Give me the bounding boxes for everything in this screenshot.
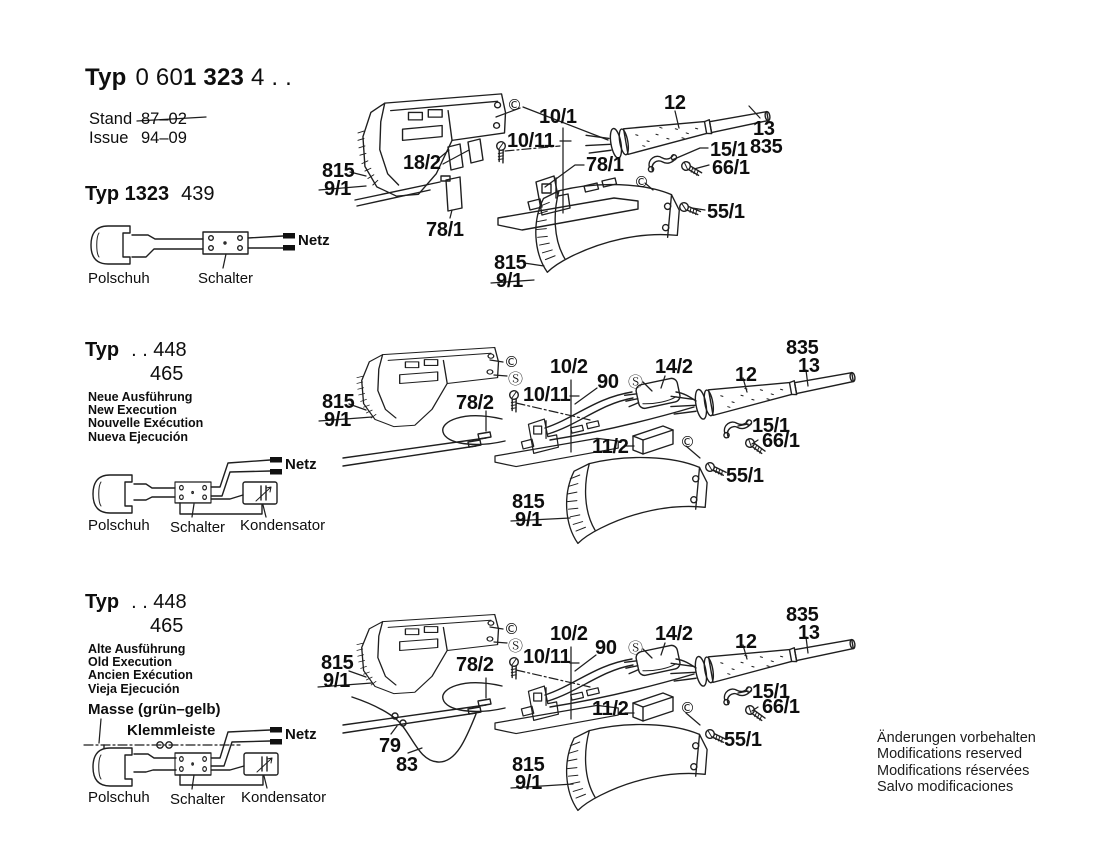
- part-label-11-2: 11/2: [592, 436, 629, 458]
- part-label-12: 12: [664, 92, 686, 114]
- part-label-79: 79: [379, 735, 401, 757]
- part-label-15-1: 15/1: [710, 139, 748, 161]
- part-label-815-bottom: 815: [512, 491, 545, 513]
- wiring3-kondensator-label: Kondensator: [241, 789, 327, 806]
- footer-line-de: Änderungen vorbehalten: [877, 730, 1036, 746]
- copyright-icon: ©: [504, 620, 519, 638]
- part-label-10-11: 10/11: [507, 130, 555, 152]
- part-label-13: 13: [798, 355, 820, 377]
- execution-es: Vieja Ejecución: [88, 681, 180, 696]
- copyright-icon: ©: [680, 433, 695, 451]
- wiring1-schalter-label: Schalter: [198, 270, 254, 287]
- section1-typ-suffix: 439: [181, 183, 215, 205]
- part-label-13: 13: [753, 118, 775, 140]
- s-mark-icon: Ⓢ: [628, 639, 644, 657]
- footer-line-en: Modifications reserved: [877, 746, 1023, 763]
- part-label-13: 13: [798, 622, 820, 644]
- part-label-10-1: 10/1: [539, 106, 577, 128]
- part-label-15-1: 15/1: [752, 681, 790, 703]
- page-title: [85, 64, 292, 92]
- stand-value: 87–02: [141, 110, 187, 128]
- section3-typ: Typ: [85, 591, 120, 613]
- part-label-55-1: 55/1: [707, 201, 745, 223]
- execution-fr: Nouvelle Exécution: [88, 416, 204, 431]
- wiring2-kondensator-label: Kondensator: [240, 517, 326, 534]
- issue-value: 94–09: [141, 129, 187, 147]
- copyright-icon: ©: [634, 173, 649, 191]
- type-code-b: 1 323: [183, 64, 245, 91]
- execution-de: Neue Ausführung: [88, 390, 193, 404]
- part-label-78-1-bottom: 78/1: [426, 219, 464, 241]
- part-label-78-2: 78/2: [456, 392, 494, 414]
- s-mark-icon: Ⓢ: [508, 370, 524, 388]
- part-label-15-1: 15/1: [752, 415, 790, 437]
- part-label-835: 835: [750, 136, 783, 158]
- part-label-55-1: 55/1: [726, 465, 764, 487]
- section3-title: [85, 591, 187, 614]
- section2-execution-note: [88, 391, 203, 444]
- part-label-815-bottom: 815: [494, 252, 527, 274]
- execution-de: Alte Ausführung: [88, 642, 186, 656]
- stand-label: Stand: [89, 110, 133, 128]
- part-label-10-2: 10/2: [550, 356, 588, 378]
- section2-title: [85, 339, 187, 362]
- part-label-11-2: 11/2: [592, 698, 629, 720]
- wiring3-polschuh-label: Polschuh: [88, 789, 150, 806]
- part-label-12: 12: [735, 364, 757, 386]
- part-label-90: 90: [595, 637, 617, 659]
- part-label-14-2: 14/2: [655, 623, 693, 645]
- part-label-10-11: 10/11: [523, 384, 571, 406]
- part-label-815: 815: [321, 652, 354, 674]
- type-code-a: 0 60: [135, 64, 184, 91]
- s-mark-icon: Ⓢ: [508, 637, 524, 655]
- copyright-icon: ©: [507, 96, 522, 114]
- part-label-66-1: 66/1: [712, 157, 750, 179]
- issue-line: [89, 129, 187, 148]
- part-label-78-2: 78/2: [456, 654, 494, 676]
- footer-line-es: Salvo modificaciones: [877, 779, 1014, 796]
- part-label-815: 815: [322, 160, 355, 182]
- part-label-66-1: 66/1: [762, 696, 800, 718]
- part-label-9-1-struck: 9/1: [324, 409, 351, 431]
- part-label-815: 815: [322, 391, 355, 413]
- part-label-78-1-right: 78/1: [586, 154, 624, 176]
- section2-typ: Typ: [85, 339, 120, 361]
- part-label-10-2: 10/2: [550, 623, 588, 645]
- wiring-diagram-2: [93, 457, 282, 517]
- execution-fr: Ancien Exécution: [88, 668, 193, 683]
- wiring2-netz-label: Netz: [285, 456, 317, 473]
- copyright-icon: ©: [504, 353, 519, 371]
- copyright-icon: ©: [680, 699, 695, 717]
- wiring-diagram-1: [91, 226, 295, 268]
- section1-typ: Typ 1323: [85, 183, 170, 205]
- part-label-90: 90: [597, 371, 619, 393]
- s-mark-icon: Ⓢ: [628, 373, 644, 391]
- section1-title: [85, 183, 215, 206]
- issue-label: Issue: [89, 129, 129, 147]
- execution-en: Old Execution: [88, 655, 173, 670]
- masse-label: Masse (grün–gelb): [88, 701, 221, 718]
- modifications-reserved-note: [877, 730, 1036, 796]
- part-label-815-bottom: 815: [512, 754, 545, 776]
- footer-line-fr: Modifications réservées: [877, 762, 1030, 779]
- section3-execution-note: [88, 643, 193, 696]
- execution-en: New Execution: [88, 403, 177, 418]
- part-label-10-11: 10/11: [523, 646, 571, 668]
- type-code-c: 4 . .: [250, 64, 292, 91]
- stand-line: [89, 110, 187, 129]
- part-label-66-1: 66/1: [762, 430, 800, 452]
- klemmleiste-label: Klemmleiste: [127, 722, 216, 739]
- section2-typ-number2: 465: [150, 363, 184, 385]
- wiring1-polschuh-label: Polschuh: [88, 270, 150, 287]
- part-label-9-1-struck: 9/1: [324, 178, 351, 200]
- typ-label: Typ: [85, 64, 127, 91]
- part-label-9-1-bottom-struck: 9/1: [515, 509, 542, 531]
- wiring3-netz-label: Netz: [285, 726, 317, 743]
- part-label-18-2: 18/2: [403, 152, 441, 174]
- wiring2-polschuh-label: Polschuh: [88, 517, 150, 534]
- part-label-9-1-bottom-struck: 9/1: [496, 270, 523, 292]
- part-label-14-2: 14/2: [655, 356, 693, 378]
- section2-typ-number: . . 448: [131, 339, 187, 361]
- part-label-835: 835: [786, 604, 819, 626]
- part-label-55-1: 55/1: [724, 729, 762, 751]
- section3-typ-number: . . 448: [131, 591, 187, 613]
- part-label-12: 12: [735, 631, 757, 653]
- execution-es: Nueva Ejecución: [88, 429, 189, 444]
- wiring3-schalter-label: Schalter: [170, 791, 226, 808]
- section3-typ-number2: 465: [150, 615, 184, 637]
- wiring1-netz-label: Netz: [298, 232, 330, 249]
- part-label-9-1-struck: 9/1: [323, 670, 350, 692]
- part-label-83: 83: [396, 754, 418, 776]
- part-label-9-1-bottom-struck: 9/1: [515, 772, 542, 794]
- wiring2-schalter-label: Schalter: [170, 519, 226, 536]
- part-label-835: 835: [786, 337, 819, 359]
